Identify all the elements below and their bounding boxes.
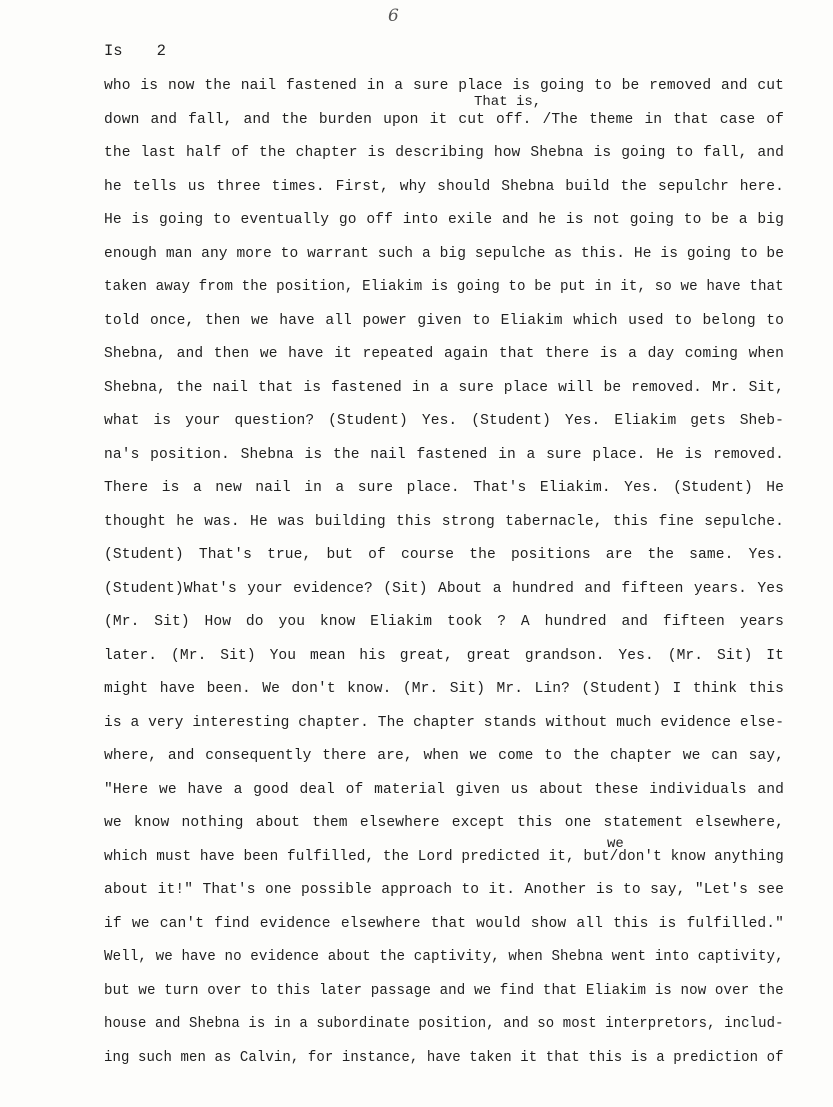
text-line: is a very interesting chapter. The chapter stands without much evidence else- <box>104 714 785 731</box>
text-line: later. (Mr. Sit) You mean his great, great grandson. Yes. (Mr. Sit) It <box>104 647 784 664</box>
header-chapter: 2 <box>156 42 166 60</box>
text-line: He is going to eventually go off into exile and he is not going to be a big <box>104 212 784 228</box>
interlinear-insertion-we: we <box>607 836 624 852</box>
text-line: thought he was. He was building this strong tabernacle, this fine sepulche. <box>104 513 784 530</box>
text-line: he tells us three times. First, why should Shebna build the sepulchr here. <box>104 178 784 195</box>
page-header <box>104 42 166 60</box>
text-line: down and fall, and the burden upon it cut off. /The theme in that case of <box>104 111 784 128</box>
text-line: (Student)What's your evidence? (Sit) About a hundred and fifteen years. Yes <box>104 580 784 597</box>
text-line: about it!" That's one possible approach to it. Another is to say, "Let's see <box>104 882 784 898</box>
text-line: Well, we have no evidence about the captivity, when Shebna went into captivity, <box>104 949 784 965</box>
text-line: Shebna, and then we have it repeated again that there is a day coming when <box>104 346 784 362</box>
header-book: Is <box>104 42 123 60</box>
text-line: taken away from the position, Eliakim is going to be put in it, so we have that <box>104 279 784 295</box>
text-line: if we can't find evidence elsewhere that would show all this is fulfilled." <box>104 915 784 932</box>
text-line: which must have been fulfilled, the Lord predicted it, but/don't know anything <box>104 848 784 865</box>
text-line: where, and consequently there are, when we come to the chapter we can say, <box>104 748 784 764</box>
text-line: enough man any more to warrant such a big sepulche as this. He is going to be <box>104 245 785 262</box>
text-line: the last half of the chapter is describing how Shebna is going to fall, and <box>104 145 784 161</box>
text-line: na's position. Shebna is the nail fastened in a sure place. He is removed. <box>104 446 784 463</box>
text-line: we know nothing about them elsewhere except this one statement elsewhere, <box>104 815 784 831</box>
text-line: (Student) That's true, but of course the positions are the same. Yes. <box>104 547 784 563</box>
page-number: 6 <box>388 6 399 26</box>
text-line: (Mr. Sit) How do you know Eliakim took ? A hundred and fifteen years <box>104 614 784 630</box>
text-line: Shebna, the nail that is fastened in a sure place will be removed. Mr. Sit, <box>104 379 784 396</box>
text-line: what is your question? (Student) Yes. (Student) Yes. Eliakim gets Sheb- <box>104 413 784 429</box>
text-line: "Here we have a good deal of material given us about these individuals and <box>104 781 784 798</box>
text-line: told once, then we have all power given to Eliakim which used to belong to <box>104 312 784 329</box>
text-line: There is a new nail in a sure place. That's Eliakim. Yes. (Student) He <box>104 480 784 496</box>
text-line: but we turn over to this later passage and we find that Eliakim is now over the <box>104 982 784 999</box>
text-line: ing such men as Calvin, for instance, have taken it that this is a prediction of <box>104 1049 784 1066</box>
text-line: who is now the nail fastened in a sure place is going to be removed and cut <box>104 78 784 94</box>
interlinear-insertion-that-is: That is, <box>474 94 542 110</box>
text-line: house and Shebna is in a subordinate position, and so most interpretors, includ- <box>104 1016 784 1032</box>
body-text <box>104 76 784 1081</box>
text-line: might have been. We don't know. (Mr. Sit) Mr. Lin? (Student) I think this <box>104 681 784 697</box>
